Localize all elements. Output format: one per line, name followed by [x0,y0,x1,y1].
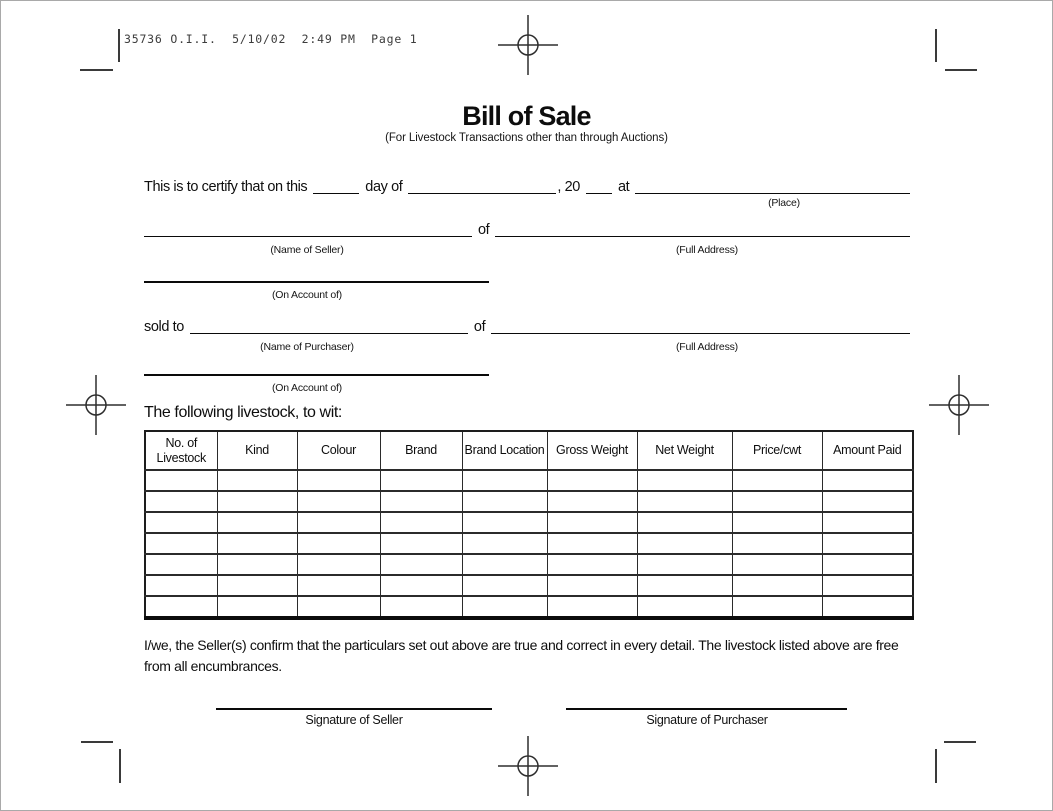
purchaser-of-text: of [473,319,486,335]
table-cell [637,575,732,596]
table-cell [217,596,297,618]
table-row [145,596,913,618]
table-cell [145,512,217,533]
table-cell [637,554,732,575]
table-header-row [145,431,913,470]
table-cell [547,596,637,618]
table-row [145,470,913,491]
table-cell [297,575,380,596]
table-row [145,575,913,596]
crop-mark-bottom-left-vertical [119,749,121,783]
header-net-weight: Net Weight [637,431,732,470]
seller-on-account-of-label: (On Account of) [272,289,342,301]
certify-line [144,175,910,195]
header-brand-location: Brand Location [462,431,547,470]
table-cell [732,512,822,533]
table-cell [145,491,217,512]
table-cell [732,554,822,575]
table-cell [637,470,732,491]
table-cell [822,470,913,491]
table-cell [297,470,380,491]
table-cell [547,470,637,491]
crop-mark-top-left-horizontal [80,69,113,71]
header-colour: Colour [297,431,380,470]
place-label: (Place) [768,197,800,209]
table-cell [637,533,732,554]
registration-mark-bottom-icon [498,736,558,796]
table-cell [380,596,462,618]
crop-mark-top-left-vertical [118,29,120,62]
table-cell [217,575,297,596]
table-cell [462,575,547,596]
table-cell [637,512,732,533]
blank-purchaser-name [190,333,468,334]
name-of-seller-label: (Name of Seller) [270,244,344,256]
table-cell [462,491,547,512]
table-cell [822,533,913,554]
seller-of-text: of [478,222,490,238]
at-text: at [617,179,630,195]
table-cell [822,512,913,533]
livestock-table-body [145,470,913,618]
signature-of-seller-label: Signature of Seller [305,713,403,727]
printer-slug: 35736 O.I.I. 5/10/02 2:49 PM Page 1 [124,32,418,46]
sold-to-text: sold to [144,319,184,335]
registration-mark-left-icon [66,375,126,435]
crop-mark-bottom-left-horizontal [81,741,113,743]
table-row [145,533,913,554]
page-subtitle: (For Livestock Transactions other than through Auctions) [385,132,668,144]
table-cell [462,470,547,491]
table-cell [145,470,217,491]
sold-to-line [144,315,910,335]
table-cell [145,575,217,596]
table-cell [547,575,637,596]
table-cell [380,575,462,596]
comma-20-text: , 20 [557,179,580,195]
signature-of-purchaser-label: Signature of Purchaser [646,713,768,727]
table-cell [637,491,732,512]
livestock-table [144,430,914,620]
table-cell [297,554,380,575]
table-cell [217,470,297,491]
table-row [145,554,913,575]
name-of-purchaser-label: (Name of Purchaser) [260,341,354,353]
table-cell [462,554,547,575]
seller-full-address-label: (Full Address) [676,244,738,256]
signature-seller-line [216,708,492,710]
crop-mark-top-right-horizontal [945,69,977,71]
table-cell [732,596,822,618]
table-cell [547,554,637,575]
confirmation-text: I/we, the Seller(s) confirm that the particulars set out above are true and correct in every detail. The livestock listed above are free from all encumbrances. [144,637,899,674]
table-cell [380,512,462,533]
table-cell [145,533,217,554]
purchaser-full-address-label: (Full Address) [676,341,738,353]
certify-lead-text: This is to certify that on this [144,179,308,195]
blank-purchaser-account [144,374,489,376]
table-cell [462,596,547,618]
blank-purchaser-address [491,333,910,334]
header-kind: Kind [217,431,297,470]
blank-seller-address [495,236,910,237]
table-cell [547,491,637,512]
table-cell [217,533,297,554]
table-cell [217,512,297,533]
table-cell [297,491,380,512]
registration-mark-top-icon [498,15,558,75]
blank-year [586,193,612,194]
table-cell [822,554,913,575]
table-cell [822,575,913,596]
blank-place [635,193,910,194]
table-cell [380,533,462,554]
table-row [145,491,913,512]
table-cell [217,554,297,575]
table-cell [297,533,380,554]
blank-day [313,193,359,194]
blank-month [408,193,556,194]
table-cell [380,470,462,491]
header-no-of-livestock: No. of Livestock [145,431,217,470]
page-title: Bill of Sale [462,101,591,131]
table-cell [732,575,822,596]
registration-mark-right-icon [929,375,989,435]
table-cell [732,533,822,554]
livestock-heading: The following livestock, to wit: [144,404,342,421]
table-cell [547,533,637,554]
table-cell [297,512,380,533]
table-cell [145,554,217,575]
table-cell [380,554,462,575]
table-cell [145,596,217,618]
table-cell [380,491,462,512]
crop-mark-bottom-right-horizontal [944,741,976,743]
table-cell [732,491,822,512]
signature-purchaser-line [566,708,847,710]
header-brand: Brand [380,431,462,470]
table-cell [822,491,913,512]
table-cell [462,533,547,554]
crop-mark-top-right-vertical [935,29,937,62]
table-cell [547,512,637,533]
blank-seller-name [144,236,472,237]
table-cell [822,596,913,618]
table-cell [732,470,822,491]
seller-line [144,218,910,238]
day-of-text: day of [365,179,403,195]
header-amount-paid: Amount Paid [822,431,913,470]
table-cell [637,596,732,618]
purchaser-on-account-of-label: (On Account of) [272,382,342,394]
crop-mark-bottom-right-vertical [935,749,937,783]
table-row [145,512,913,533]
table-cell [462,512,547,533]
blank-seller-account [144,281,489,283]
table-cell [217,491,297,512]
header-gross-weight: Gross Weight [547,431,637,470]
table-cell [297,596,380,618]
header-price-cwt: Price/cwt [732,431,822,470]
